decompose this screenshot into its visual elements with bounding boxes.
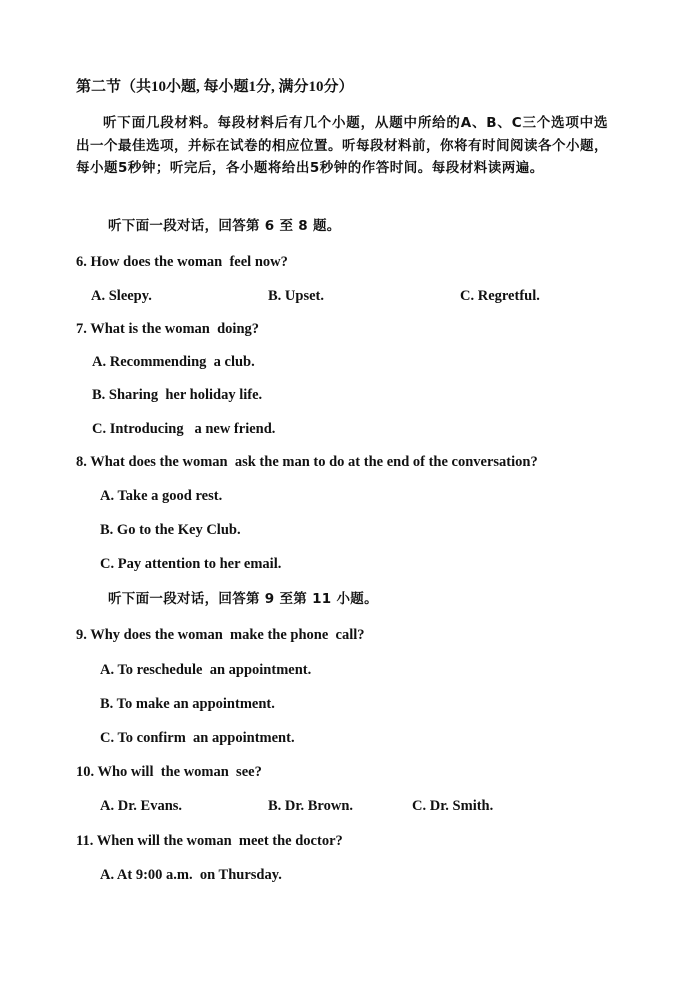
question-11-option-a: A. At 9:00 a.m. on Thursday. — [100, 867, 282, 883]
question-6-option-b: B. Upset. — [268, 288, 324, 304]
question-8-option-a: A. Take a good rest. — [100, 488, 223, 504]
question-11-stem: 11. When will the woman meet the doctor? — [76, 833, 343, 849]
question-8-stem: 8. What does the woman ask the man to do at the end of the conversation? — [76, 454, 538, 470]
question-10-option-c: C. Dr. Smith. — [412, 798, 494, 814]
question-7-option-a: A. Recommending a club. — [92, 354, 255, 370]
dialogue-prompt-2: 听下面一段对话，回答第 9 至第 11 小题。 — [108, 591, 378, 607]
section-title: 第二节（共10小题, 每小题1分, 满分10分） — [76, 79, 354, 95]
dialogue-prompt-1: 听下面一段对话，回答第 6 至 8 题。 — [108, 218, 341, 234]
question-7-option-b: B. Sharing her holiday life. — [92, 387, 263, 403]
question-6-option-a: A. Sleepy. — [91, 288, 152, 304]
question-9-option-b: B. To make an appointment. — [100, 696, 275, 712]
question-8-option-c: C. Pay attention to her email. — [100, 556, 282, 572]
question-9-stem: 9. Why does the woman make the phone call? — [76, 627, 365, 643]
question-10-option-b: B. Dr. Brown. — [268, 798, 354, 814]
question-10-option-a: A. Dr. Evans. — [100, 798, 183, 814]
question-9-option-c: C. To confirm an appointment. — [100, 730, 295, 746]
question-10-stem: 10. Who will the woman see? — [76, 764, 262, 780]
question-9-option-a: A. To reschedule an appointment. — [100, 662, 312, 678]
question-7-stem: 7. What is the woman doing? — [76, 321, 260, 337]
question-7-option-c: C. Introducing a new friend. — [92, 421, 276, 437]
question-8-option-b: B. Go to the Key Club. — [100, 522, 241, 538]
question-6-stem: 6. How does the woman feel now? — [76, 254, 288, 270]
question-6-option-c: C. Regretful. — [460, 288, 540, 304]
instructions-paragraph: 听下面几段材料。每段材料后有几个小题，从题中所给的A、B、C三个选项中选出一个最佳选项，并标在试卷的相应位置。听每段材料前，你将有时间阅读各个小题，每小题5秒钟；听完后，各小题将给出5秒钟的作答时间。每段材料读两遍。 — [76, 115, 608, 176]
